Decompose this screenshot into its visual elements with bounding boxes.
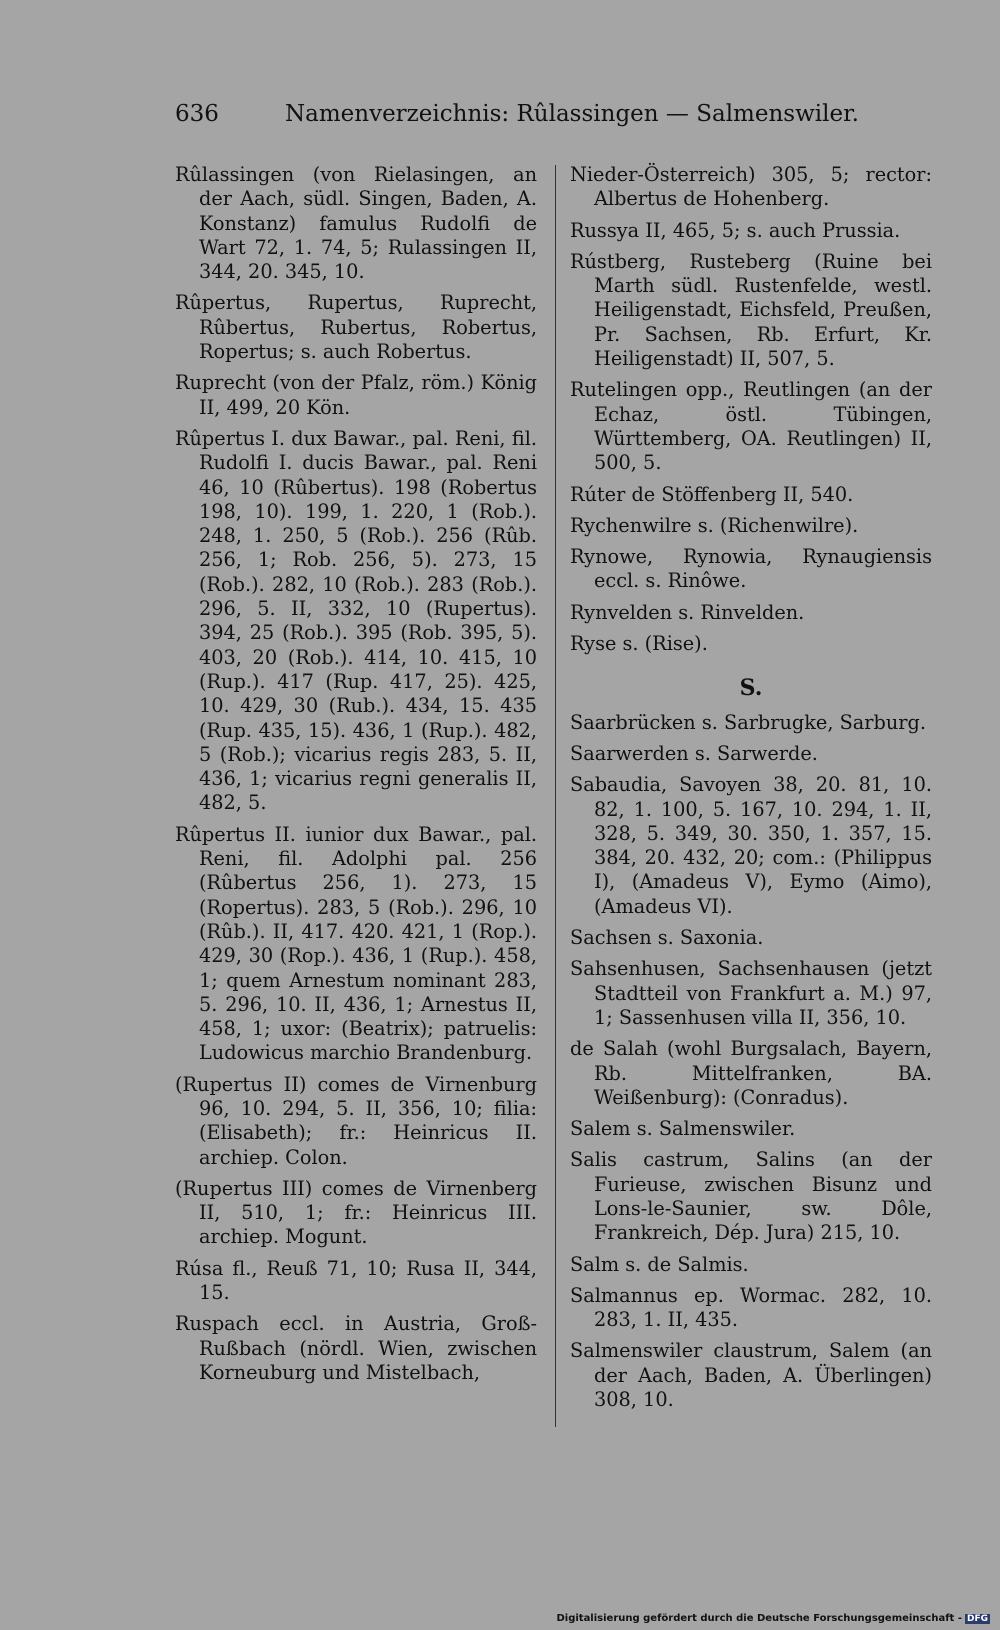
index-entry: (Rupertus II) comes de Virnenburg 96, 10. 294, 5. II, 356, 10; filia: (Elisabeth); fr.: Heinricus II. archiep. Colon.	[175, 1072, 537, 1169]
index-entry: de Salah (wohl Burgsalach, Bayern, Rb. Mittelfranken, BA. Weißenburg): (Conradus).	[570, 1037, 932, 1109]
index-entry: Rynvelden s. Rinvelden.	[570, 600, 805, 624]
index-entry: Ruspach eccl. in Austria, Groß-Rußbach (nördl. Wien, zwischen Korneuburg und Mistelbach,	[175, 1312, 537, 1384]
index-entry: Ruprecht (von der Pfalz, röm.) König II, 499, 20 Kön.	[175, 371, 537, 419]
index-entry: Rûpertus I. dux Bawar., pal. Reni, fil. Rudolfi I. ducis Bawar., pal. Reni 46, 10 (Rûbertus). 198 (Robertus 198, 10). 199, 1. 220, 1 (Rob.). 248, 1. 250, 5 (Rob.). 256 (Rûb. 256, 1; Rob. 256, 5). 273, 15 (Rob.). 282, 10 (Rob.). 283 (Rob.). 296, 5. II, 332, 10 (Rupertus). 394, 25 (Rob.). 395 (Rob. 395, 5). 403, 20 (Rob.). 414, 10. 415, 10 (Rup.). 417 (Rup. 417, 25). 425, 10. 429, 30 (Rub.). 434, 15. 435 (Rup. 435, 15). 436, 1 (Rup.). 482, 5 (Rob.); vicarius regis 283, 5. II, 436, 1; vicarius regni generalis II, 482, 5.	[175, 426, 537, 815]
page-title: Namenverzeichnis: Rûlassingen — Salmenswiler.	[285, 101, 859, 127]
index-entry: Rychenwilre s. (Richenwilre).	[570, 513, 859, 537]
index-entry: Rûlassingen (von Rielasingen, an der Aach, südl. Singen, Baden, A. Konstanz) famulus Rudolfi de Wart 72, 1. 74, 5; Rulassingen II, 344, 20. 345, 10.	[175, 163, 537, 284]
page-header	[175, 101, 859, 127]
index-entry: Rynowe, Rynowia, Rynaugiensis eccl. s. Rinôwe.	[570, 545, 932, 593]
footer-text: Digitalisierung gefördert durch die Deutsche Forschungsgemeinschaft -	[556, 1613, 962, 1624]
section-letter: S.	[739, 675, 763, 702]
index-entry: Sachsen s. Saxonia.	[570, 926, 764, 950]
index-entry: Russya II, 465, 5; s. auch Prussia.	[570, 218, 901, 242]
index-entry: Salem s. Salmenswiler.	[570, 1117, 796, 1141]
index-entry: Saarwerden s. Sarwerde.	[570, 741, 818, 765]
index-entry: Rústberg, Rusteberg (Ruine bei Marth südl. Rustenfelde, westl. Heiligenstadt, Eichsfeld, Preußen, Pr. Sachsen, Rb. Erfurt, Kr. Heiligenstadt) II, 507, 5.	[570, 249, 932, 371]
index-entry: Saarbrücken s. Sarbrugke, Sarburg.	[570, 710, 926, 734]
index-entry: Sahsenhusen, Sachsenhausen (jetzt Stadtteil von Frankfurt a. M.) 97, 1; Sassenhusen villa II, 356, 10.	[570, 957, 932, 1029]
index-entry: (Rupertus III) comes de Virnenberg II, 510, 1; fr.: Heinricus III. archiep. Mogunt.	[175, 1176, 537, 1249]
index-entry: Salmenswiler claustrum, Salem (an der Aach, Baden, A. Überlingen) 308, 10.	[570, 1339, 932, 1412]
footer-credit	[556, 1613, 990, 1624]
index-entry: Salis castrum, Salins (an der Furieuse, zwischen Bisunz und Lons-le-Saunier, sw. Dôle, Frankreich, Dép. Jura) 215, 10.	[570, 1148, 932, 1245]
index-entry: Sabaudia, Savoyen 38, 20. 81, 10. 82, 1. 100, 5. 167, 10. 294, 1. II, 328, 5. 349, 30. 350, 1. 357, 15. 384, 20. 432, 20; com.: (Philippus I), (Amadeus V), Eymo (Aimo), (Amadeus VI).	[570, 773, 932, 918]
index-entry: Nieder-Österreich) 305, 5; rector: Albertus de Hohenberg.	[570, 163, 932, 211]
index-entry: Rúter de Stöffenberg II, 540.	[570, 482, 854, 506]
index-entry: Rûpertus II. iunior dux Bawar., pal. Reni, fil. Adolphi pal. 256 (Rûbertus 256, 1). 273, 15 (Ropertus). 283, 5 (Rob.). 296, 10 (Rûb.). II, 417. 420. 421, 1 (Rop.). 429, 30 (Rop.). 436, 1 (Rup.). 458, 1; quem Arnestum nominant 283, 5. 296, 10. II, 436, 1; Arnestus II, 458, 1; uxor: (Beatrix); patruelis: Ludowicus marchio Brandenburg.	[175, 822, 537, 1065]
index-entry: Salmannus ep. Wormac. 282, 10. 283, 1. II, 435.	[570, 1283, 932, 1332]
page-number: 636	[175, 101, 219, 127]
index-entry: Rúsa fl., Reuß 71, 10; Rusa II, 344, 15.	[175, 1256, 537, 1305]
index-entry: Rutelingen opp., Reutlingen (an der Echaz, östl. Tübingen, Württemberg, OA. Reutlingen) II, 500, 5.	[570, 378, 932, 475]
index-entry: Rûpertus, Rupertus, Ruprecht, Rûbertus, Rubertus, Robertus, Ropertus; s. auch Robertus.	[175, 291, 537, 364]
column-divider	[555, 165, 556, 1427]
dfg-logo: DFG	[966, 1614, 988, 1624]
index-entry: Ryse s. (Rise).	[570, 632, 708, 656]
right-column	[570, 163, 932, 1419]
index-entry: Salm s. de Salmis.	[570, 1252, 749, 1276]
left-column	[175, 163, 537, 1392]
